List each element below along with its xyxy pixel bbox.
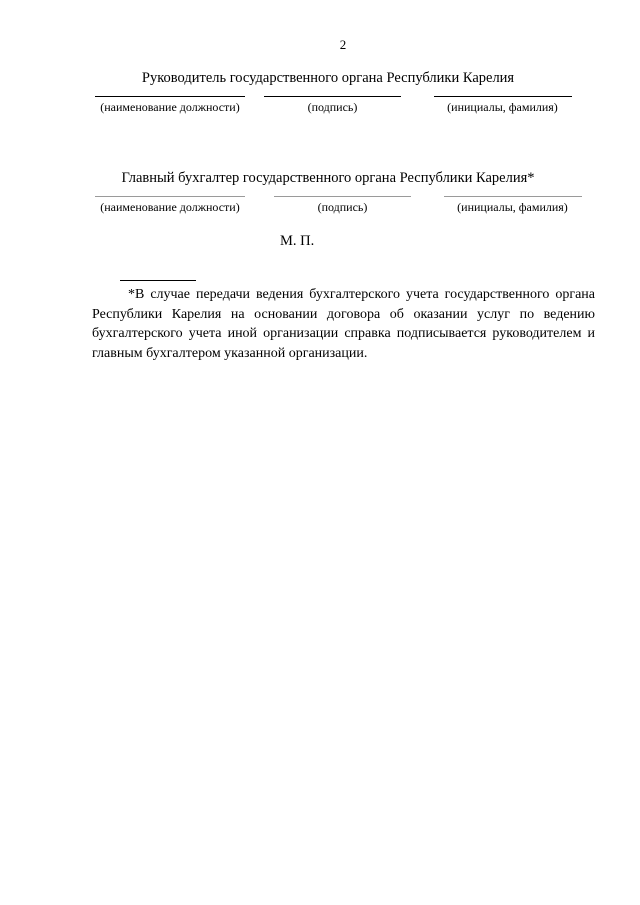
head-position-line — [95, 96, 245, 97]
footnote: *В случае передачи ведения бухгалтерского учета государственного органа Республики Карелия на основании договора об оказании услуг по ведению бухгалтерского учета иной организации справка подписывается руководителем и главным бухгалтером указанной организации. — [92, 287, 595, 361]
accountant-signature-caption: (подпись) — [317, 200, 368, 214]
head-name-caption: (инициалы, фамилия) — [447, 100, 558, 114]
accountant-position-caption: (наименование должности) — [100, 200, 240, 214]
accountant-name-line — [444, 196, 582, 197]
accountant-signature-field — [270, 196, 415, 215]
head-position-caption: (наименование должности) — [100, 100, 240, 114]
accountant-position-line — [95, 196, 245, 197]
accountant-signature-line — [274, 196, 411, 197]
accountant-name-field — [440, 196, 585, 215]
head-signature-title: Руководитель государственного органа Республики Карелия — [141, 70, 515, 86]
head-signature-row — [0, 96, 640, 126]
head-position-field — [90, 96, 250, 115]
head-name-line — [434, 96, 572, 97]
head-signature-line — [264, 96, 401, 97]
stamp-place: М. П. — [280, 233, 315, 249]
accountant-signature-title: Главный бухгалтер государственного органа Республики Карелия* — [121, 170, 535, 186]
head-signature-caption: (подпись) — [307, 100, 358, 114]
head-name-field — [430, 96, 575, 115]
footnote-separator — [120, 280, 196, 281]
head-signature-field — [260, 96, 405, 115]
page-number: 2 — [339, 37, 347, 52]
accountant-position-field — [90, 196, 250, 215]
accountant-name-caption: (инициалы, фамилия) — [457, 200, 568, 214]
accountant-signature-row — [0, 196, 640, 226]
